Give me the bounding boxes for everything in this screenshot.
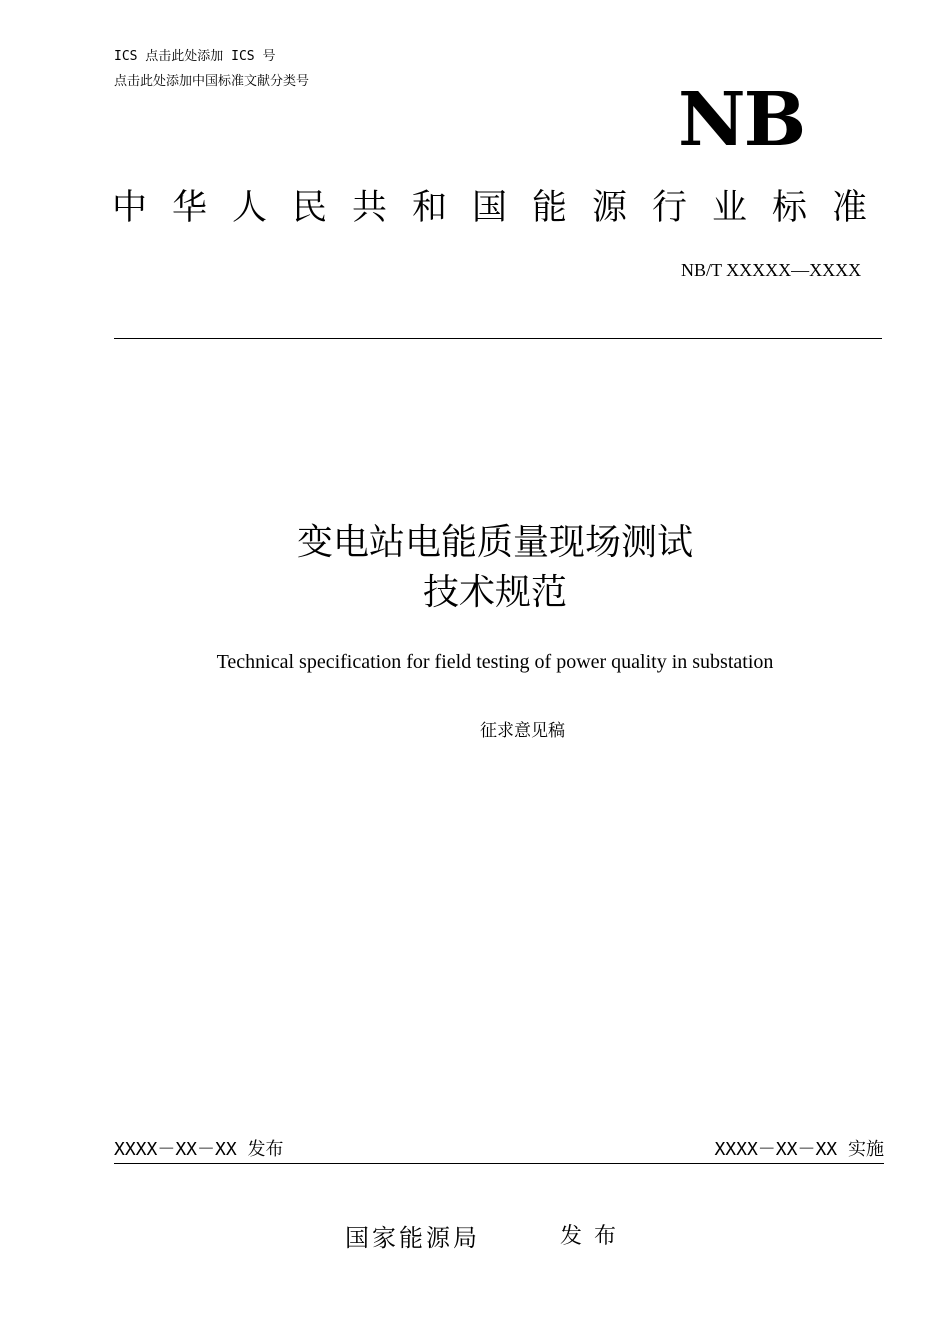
document-title-chinese xyxy=(95,518,895,618)
issuing-authority: 国家能源局 xyxy=(345,1224,480,1252)
issue-action-label: 发布 xyxy=(560,1224,629,1249)
header-divider xyxy=(114,338,882,339)
standard-number: NB/T XXXXX—XXXX xyxy=(681,260,862,280)
publish-date: XXXX－XX－XX 发布 xyxy=(114,1139,284,1160)
title-line-1: 变电站电能质量现场测试 xyxy=(296,522,693,563)
date-row xyxy=(114,1136,884,1164)
implement-date: XXXX－XX－XX 实施 xyxy=(714,1139,884,1160)
ics-number-line: ICS 点击此处添加 ICS 号 xyxy=(114,49,276,64)
document-title-english: Technical specification for field testing of power quality in substation xyxy=(216,651,774,673)
ccs-classification-line: 点击此处添加中国标准文献分类号 xyxy=(114,74,310,89)
draft-status-label: 征求意见稿 xyxy=(480,721,565,741)
standard-category-title: 中华人民共和国能源行业标准 xyxy=(112,188,893,228)
title-line-2: 技术规范 xyxy=(422,572,567,613)
nb-logo: NB xyxy=(678,77,805,163)
